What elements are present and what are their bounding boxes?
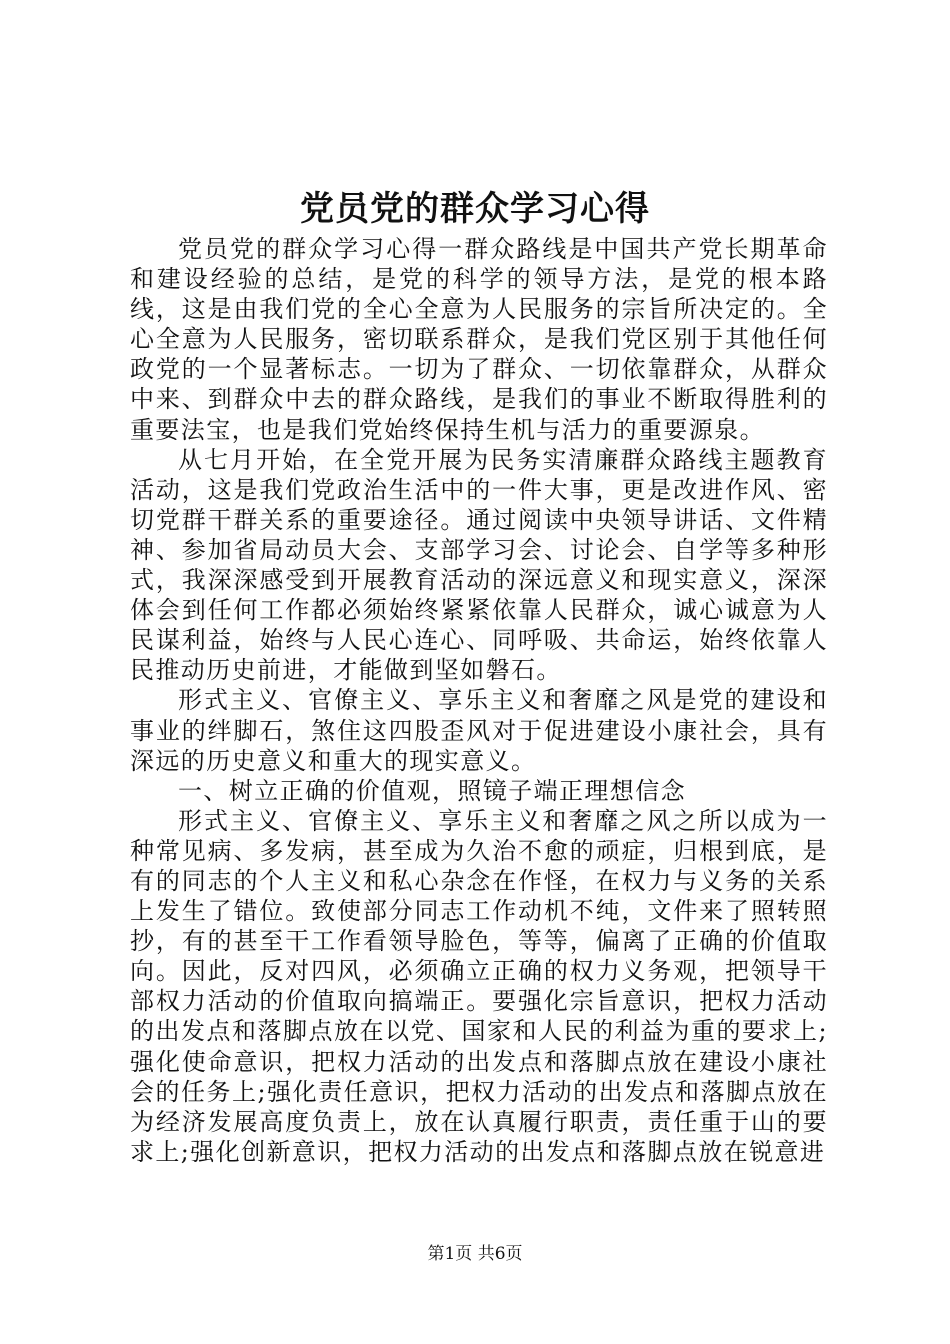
- section-heading-1: 一、树立正确的价值观，照镜子端正理想信念: [178, 776, 686, 805]
- paragraph-2: 从七月开始，在全党开展为民务实清廉群众路线主题教育活动，这是我们党政治生活中的一件大事，更是改进作风、密切党群干群关系的重要途径。通过阅读中央领导讲话、文件精神、参加省局动员大会、支部学习会、讨论会、自学等多种形式，我深深感受到开展教育活动的深远意义和现实意义，深深体会到任何工作都必须始终紧紧依靠人民群众，诚心诚意为人民谋利益，始终与人民心连心、同呼吸、共命运，始终依靠人民推动历史前进，才能做到坚如磐石。: [130, 445, 828, 685]
- document-title: 党员党的群众学习心得: [300, 189, 650, 229]
- paragraph-4: 形式主义、官僚主义、享乐主义和奢靡之风之所以成为一种常见病、多发病，甚至成为久治不愈的顽症，归根到底，是有的同志的个人主义和私心杂念在作怪，在权力与义务的关系上发生了错位。致使部分同志工作动机不纯，文件来了照转照抄，有的甚至干工作看领导脸色，等等，偏离了正确的价值取向。因此，反对四风，必须确立正确的权力义务观，把领导干部权力活动的价值取向搞端正。要强化宗旨意识，把权力活动的出发点和落脚点放在以党、国家和人民的利益为重的要求上;强化使命意识，把权力活动的出发点和落脚点放在建设小康社会的任务上;强化责任意识，把权力活动的出发点和落脚点放在为经济发展高度负责上，放在认真履行职责，责任重于山的要求上;强化创新意识，把权力活动的出发点和落脚点放在锐意进: [130, 806, 828, 1166]
- paragraph-1: 党员党的群众学习心得一群众路线是中国共产党长期革命和建设经验的总结，是党的科学的领导方法，是党的根本路线，这是由我们党的全心全意为人民服务的宗旨所决定的。全心全意为人民服务，密切联系群众，是我们党区别于其他任何政党的一个显著标志。一切为了群众、一切依靠群众，从群众中来、到群众中去的群众路线，是我们的事业不断取得胜利的重要法宝，也是我们党始终保持生机与活力的重要源泉。: [130, 235, 828, 444]
- document-body: [130, 234, 828, 1167]
- paragraph-3: 形式主义、官僚主义、享乐主义和奢靡之风是党的建设和事业的绊脚石，煞住这四股歪风对于促进建设小康社会，具有深远的历史意义和重大的现实意义。: [130, 686, 828, 775]
- page-footer: 第1页 共6页: [427, 1244, 523, 1264]
